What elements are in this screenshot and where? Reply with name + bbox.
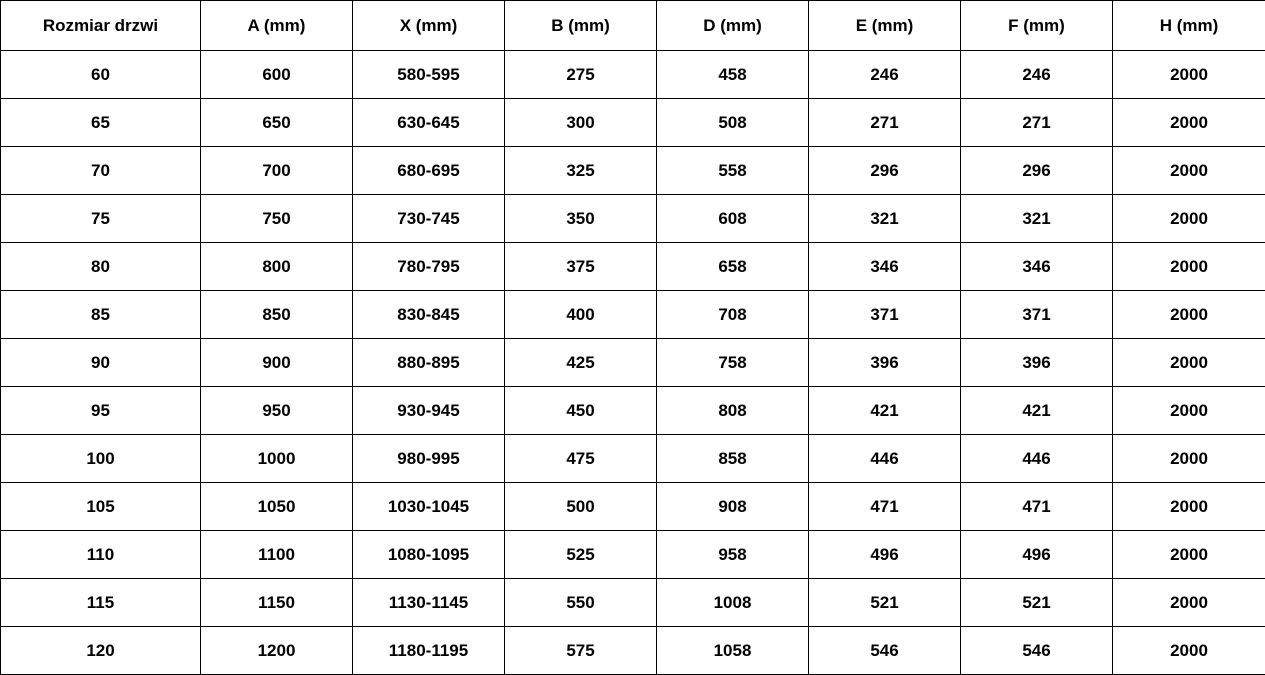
table-cell: 1058 [657,627,809,675]
table-cell: 346 [961,243,1113,291]
table-cell: 458 [657,51,809,99]
table-cell: 346 [809,243,961,291]
table-cell: 750 [201,195,353,243]
table-cell: 105 [1,483,201,531]
table-cell: 1000 [201,435,353,483]
table-cell: 1130-1145 [353,579,505,627]
table-cell: 600 [201,51,353,99]
table-cell: 1200 [201,627,353,675]
column-header: E (mm) [809,1,961,51]
table-cell: 425 [505,339,657,387]
table-cell: 1100 [201,531,353,579]
table-cell: 75 [1,195,201,243]
table-cell: 880-895 [353,339,505,387]
column-header: Rozmiar drzwi [1,1,201,51]
table-cell: 630-645 [353,99,505,147]
table-cell: 275 [505,51,657,99]
table-cell: 371 [961,291,1113,339]
table-cell: 658 [657,243,809,291]
table-cell: 2000 [1113,627,1265,675]
table-cell: 758 [657,339,809,387]
table-cell: 496 [809,531,961,579]
table-cell: 296 [961,147,1113,195]
table-row [1,531,1265,579]
column-header: X (mm) [353,1,505,51]
column-header: H (mm) [1113,1,1265,51]
table-cell: 321 [809,195,961,243]
table-cell: 780-795 [353,243,505,291]
table-cell: 958 [657,531,809,579]
table-cell: 2000 [1113,387,1265,435]
table-cell: 1030-1045 [353,483,505,531]
table-cell: 350 [505,195,657,243]
table-cell: 808 [657,387,809,435]
table-cell: 2000 [1113,291,1265,339]
table-cell: 300 [505,99,657,147]
table-cell: 100 [1,435,201,483]
table-cell: 471 [809,483,961,531]
table-cell: 546 [809,627,961,675]
table-cell: 400 [505,291,657,339]
table-row [1,579,1265,627]
table-cell: 2000 [1113,579,1265,627]
table-cell: 550 [505,579,657,627]
table-cell: 580-595 [353,51,505,99]
table-cell: 85 [1,291,201,339]
table-cell: 2000 [1113,531,1265,579]
table-cell: 546 [961,627,1113,675]
table-cell: 1150 [201,579,353,627]
table-cell: 980-995 [353,435,505,483]
table-cell: 730-745 [353,195,505,243]
table-cell: 325 [505,147,657,195]
table-row [1,99,1265,147]
table-cell: 471 [961,483,1113,531]
table-cell: 1050 [201,483,353,531]
table-row [1,147,1265,195]
table-cell: 525 [505,531,657,579]
table-cell: 375 [505,243,657,291]
table-cell: 271 [809,99,961,147]
table-row [1,243,1265,291]
table-cell: 650 [201,99,353,147]
table-cell: 521 [961,579,1113,627]
table-cell: 2000 [1113,195,1265,243]
table-cell: 900 [201,339,353,387]
table-cell: 446 [961,435,1113,483]
table-cell: 271 [961,99,1113,147]
table-row [1,195,1265,243]
table-cell: 475 [505,435,657,483]
table-row [1,483,1265,531]
table-cell: 700 [201,147,353,195]
table-cell: 421 [961,387,1113,435]
table-cell: 80 [1,243,201,291]
table-cell: 371 [809,291,961,339]
table-cell: 115 [1,579,201,627]
table-cell: 65 [1,99,201,147]
table-header [1,1,1265,51]
table-body [1,51,1265,675]
table-cell: 800 [201,243,353,291]
table-cell: 2000 [1113,243,1265,291]
table-cell: 95 [1,387,201,435]
column-header: D (mm) [657,1,809,51]
table-cell: 608 [657,195,809,243]
table-cell: 850 [201,291,353,339]
table-cell: 508 [657,99,809,147]
table-cell: 708 [657,291,809,339]
table-cell: 446 [809,435,961,483]
table-cell: 1180-1195 [353,627,505,675]
table-cell: 70 [1,147,201,195]
column-header: A (mm) [201,1,353,51]
table-cell: 2000 [1113,51,1265,99]
table-cell: 120 [1,627,201,675]
column-header: F (mm) [961,1,1113,51]
table-cell: 396 [961,339,1113,387]
table-cell: 2000 [1113,483,1265,531]
table-cell: 930-945 [353,387,505,435]
table-cell: 575 [505,627,657,675]
table-header-row [1,1,1265,51]
table-cell: 60 [1,51,201,99]
table-cell: 950 [201,387,353,435]
table-cell: 908 [657,483,809,531]
table-cell: 1008 [657,579,809,627]
table-row [1,339,1265,387]
table-cell: 421 [809,387,961,435]
column-header: B (mm) [505,1,657,51]
table-row [1,291,1265,339]
table-cell: 496 [961,531,1113,579]
table-cell: 321 [961,195,1113,243]
table-cell: 558 [657,147,809,195]
table-cell: 2000 [1113,435,1265,483]
table-row [1,435,1265,483]
table-cell: 500 [505,483,657,531]
table-cell: 2000 [1113,147,1265,195]
table-cell: 396 [809,339,961,387]
table-cell: 2000 [1113,339,1265,387]
table-cell: 858 [657,435,809,483]
table-cell: 521 [809,579,961,627]
table-cell: 830-845 [353,291,505,339]
table-cell: 90 [1,339,201,387]
table-cell: 110 [1,531,201,579]
table-cell: 450 [505,387,657,435]
table-row [1,387,1265,435]
table-cell: 246 [809,51,961,99]
table-cell: 1080-1095 [353,531,505,579]
table-row [1,627,1265,675]
table-cell: 296 [809,147,961,195]
table-cell: 680-695 [353,147,505,195]
table-cell: 246 [961,51,1113,99]
table-cell: 2000 [1113,99,1265,147]
table-row [1,51,1265,99]
